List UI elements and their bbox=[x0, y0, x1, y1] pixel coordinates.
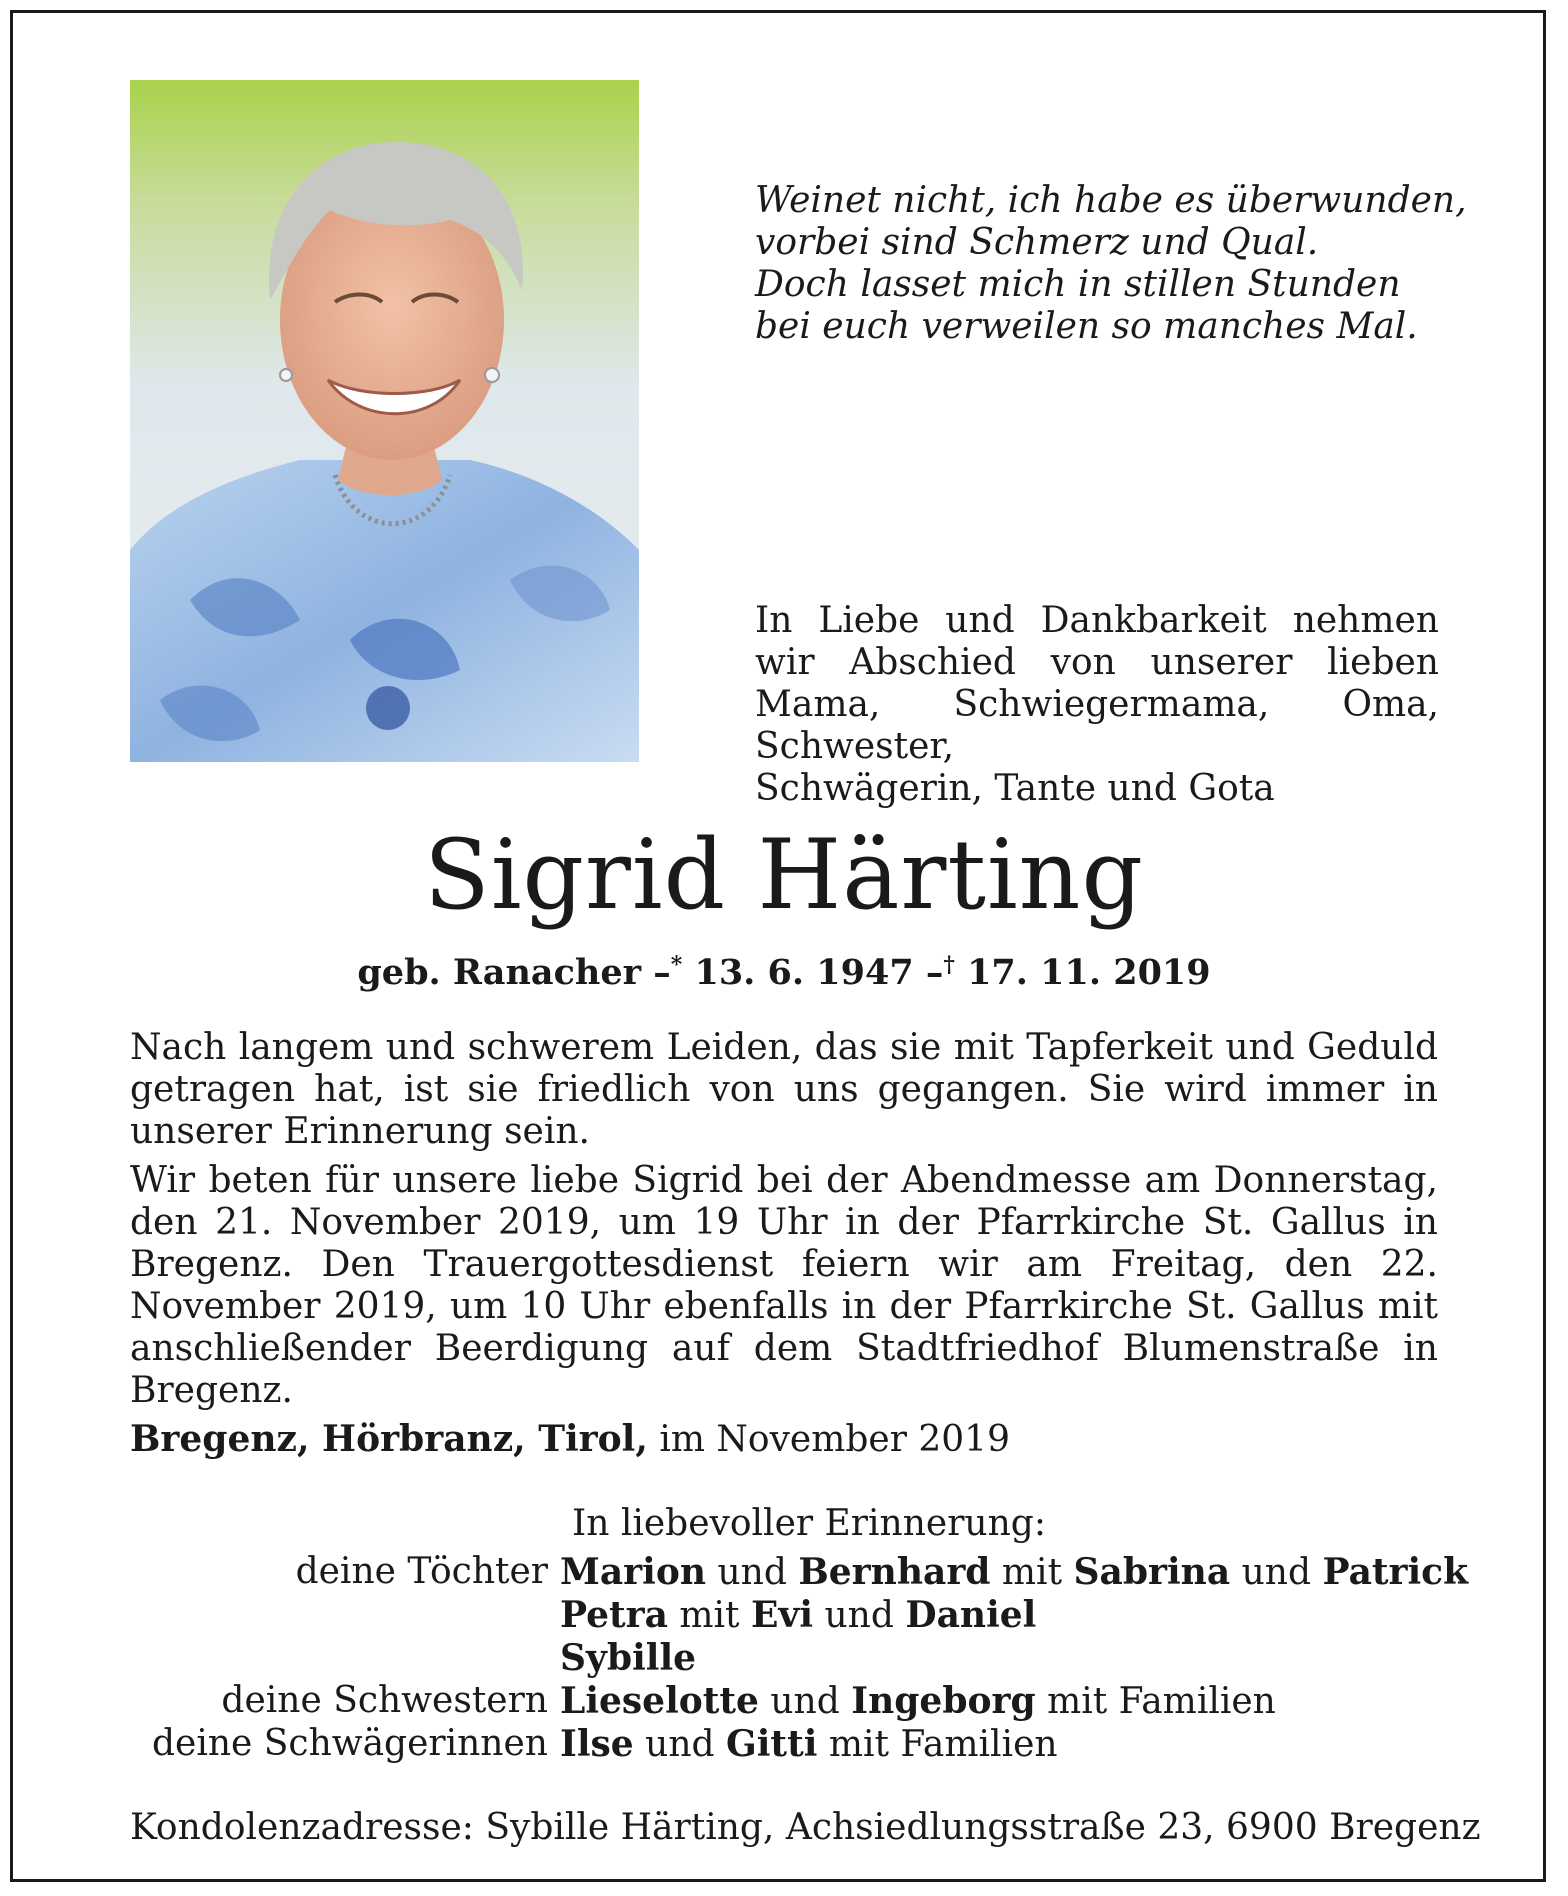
separator: – bbox=[925, 952, 944, 993]
portrait-photo bbox=[130, 80, 639, 762]
family-row-sisters-in-law bbox=[130, 1723, 1450, 1766]
person-name: Petra bbox=[560, 1594, 668, 1636]
family-row-daughters-2 bbox=[130, 1594, 1450, 1637]
poem-line: vorbei sind Schmerz und Qual. bbox=[755, 222, 1319, 263]
person-name: Patrick bbox=[1322, 1551, 1469, 1593]
poem-line: bei euch verweilen so manches Mal. bbox=[755, 306, 1418, 347]
person-name: Bernhard bbox=[798, 1551, 991, 1593]
family-row-daughters bbox=[130, 1551, 1469, 1594]
maiden-name: geb. Ranacher bbox=[357, 952, 642, 993]
person-name: Sabrina bbox=[1073, 1551, 1231, 1593]
relation-label: deine Töchter bbox=[295, 1551, 548, 1592]
person-name: Gitti bbox=[726, 1723, 818, 1765]
remembrance-heading: In liebevoller Erinnerung: bbox=[572, 1503, 1046, 1544]
poem-line: Doch lasset mich in stillen Stunden bbox=[755, 264, 1401, 305]
poem bbox=[755, 180, 1467, 348]
paragraph-services: Wir beten für unsere liebe Sigrid bei der Abendmesse am Donnerstag, den 21. November 2019, um 19 Uhr in der Pfarrkirche St. Gallus in Bregenz. Den Trauergottesdienst feiern wir am Freitag, den 22. November 2019, um 10 Uhr ebenfalls in der Pfarrkirche St. Gallus mit anschließender Beerdigung auf dem Stadtfriedhof Blumenstraße in Bregenz. bbox=[130, 1160, 1438, 1411]
family-suffix: mit Familien bbox=[828, 1724, 1058, 1765]
person-name: Marion bbox=[560, 1551, 707, 1593]
died-symbol: † bbox=[943, 952, 955, 978]
relation-names bbox=[560, 1680, 1276, 1723]
place-date-line bbox=[130, 1418, 1010, 1461]
relation-label: deine Schwestern bbox=[221, 1680, 548, 1721]
relation-names bbox=[560, 1637, 696, 1680]
farewell-intro-text: In Liebe und Dankbarkeit nehmen wir Abschied von unserer lieben Mama, Schwiegermama, Oma, Schwester, bbox=[755, 600, 1439, 767]
farewell-intro bbox=[755, 600, 1439, 810]
life-dates bbox=[0, 943, 1568, 995]
family-list bbox=[130, 1551, 1469, 1766]
family-row-daughters-3 bbox=[130, 1637, 1450, 1680]
person-name: Ingeborg bbox=[851, 1680, 1036, 1722]
portrait-illustration bbox=[130, 80, 639, 762]
conjunction: und bbox=[824, 1595, 894, 1636]
conjunction: und bbox=[1241, 1552, 1312, 1593]
person-name: Ilse bbox=[560, 1723, 634, 1765]
farewell-intro-last-line: Schwägerin, Tante und Gota bbox=[755, 768, 1275, 809]
born-symbol: * bbox=[670, 952, 683, 978]
paragraph-passing: Nach langem und schwerem Leiden, das sie mit Tapferkeit und Geduld getragen hat, ist sie friedlich von uns gegangen. Sie wird immer in unserer Erinnerung sein. bbox=[130, 1027, 1438, 1152]
family-row-sisters bbox=[130, 1680, 1450, 1723]
poem-line: Weinet nicht, ich habe es überwunden, bbox=[755, 180, 1467, 221]
birth-date: 13. 6. 1947 bbox=[694, 952, 914, 993]
conjunction: mit bbox=[679, 1595, 740, 1636]
conjunction: und bbox=[770, 1681, 840, 1722]
conjunction: und bbox=[717, 1552, 787, 1593]
family-suffix: mit Familien bbox=[1047, 1681, 1276, 1722]
condolence-address: Kondolenzadresse: Sybille Härting, Achsiedlungsstraße 23, 6900 Bregenz bbox=[130, 1807, 1481, 1848]
conjunction: mit bbox=[1001, 1552, 1063, 1593]
deceased-name: Sigrid Härting bbox=[424, 819, 1144, 931]
relation-names bbox=[560, 1551, 1468, 1594]
place-date: im November 2019 bbox=[659, 1419, 1010, 1460]
places: Bregenz, Hörbranz, Tirol, bbox=[130, 1418, 648, 1460]
relation-names bbox=[560, 1723, 1058, 1766]
person-name: Daniel bbox=[905, 1594, 1037, 1636]
relation-names bbox=[560, 1594, 1036, 1637]
relation-label: deine Schwägerinnen bbox=[151, 1723, 548, 1764]
person-name: Lieselotte bbox=[560, 1680, 759, 1722]
conjunction: und bbox=[645, 1724, 715, 1765]
death-date: 17. 11. 2019 bbox=[967, 952, 1211, 993]
person-name: Sybille bbox=[560, 1637, 697, 1679]
separator: – bbox=[653, 952, 671, 993]
person-name: Evi bbox=[750, 1594, 814, 1636]
